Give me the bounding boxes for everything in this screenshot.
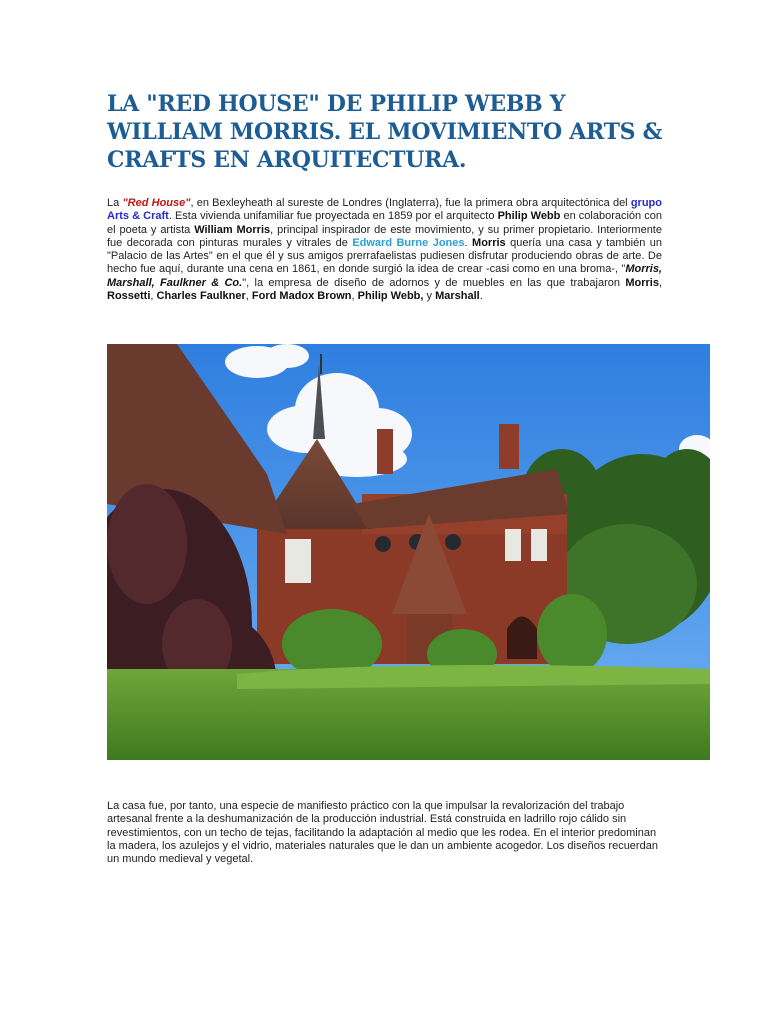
body-paragraph: La casa fue, por tanto, una especie de manifiesto práctico con la que impulsar la revalorización del trabajo artesanal frente a la deshumanización de la producción industrial. Está construida en ladrillo rojo cálido sin revestimientos, con un techo de tejas, facilitando la adaptación al medio que les rodea. En el interior predominan la madera, los azulejos y el vidrio, materiales naturales que le dan un ambiente acogedor. Los diseños recuerdan un mundo medieval y vegetal.	[107, 800, 658, 866]
arts-craft-link[interactable]: grupo Arts & Craft	[107, 197, 662, 223]
red-house-link[interactable]: "Red House"	[122, 197, 191, 209]
name-ford-madox-brown: Ford Madox Brown	[251, 290, 352, 303]
text-run: .	[464, 236, 473, 249]
name-philip-webb-2: Philip Webb,	[357, 290, 424, 303]
text-run: ,	[351, 290, 358, 303]
text-run: ,	[245, 290, 252, 303]
text-run: .	[479, 290, 483, 303]
text-run: en colaboración con el poeta y artista	[107, 210, 662, 236]
article-title: LA "RED HOUSE" DE PHILIP WEBB Y WILLIAM MORRIS. EL MOVIMIENTO ARTS & CRAFTS EN ARQUITECTURA.	[107, 91, 663, 173]
text-run: , en Bexleyheath al sureste de Londres (Inglaterra), fue la primera obra arquitectónica del	[190, 197, 631, 209]
name-morris: Morris	[472, 236, 506, 249]
name-philip-webb: Philip Webb	[497, 210, 561, 223]
text-run: quería una casa y también un "Palacio de las Artes" en el que él y sus amigos prerrafaelistas pudiesen disfrutar produciendo obras de arte. De hecho fue aquí, durante una cena en 1861, en donde surgió la idea de crear -casi como en una broma-, "	[107, 236, 662, 276]
text-run: ", la empresa de diseño de adornos y de muebles en las que trabajaron	[242, 276, 626, 289]
intro-paragraph	[107, 197, 662, 303]
text-run: . Esta vivienda unifamiliar fue proyectada en 1859 por el arquitecto	[168, 210, 498, 223]
text-run: , principal inspirador de este movimiento, y su primer propietario. Interiormente fue decorada con pinturas murales y vitrales de	[107, 223, 662, 249]
red-house-photo	[107, 344, 710, 760]
name-marshall: Marshall	[435, 290, 480, 303]
text-run: y	[423, 290, 436, 303]
name-rossetti: Rossetti	[107, 290, 151, 303]
burne-jones-link[interactable]: Edward Burne Jones	[352, 236, 465, 249]
text-run: ,	[658, 276, 662, 289]
name-william-morris: William Morris	[194, 223, 271, 236]
text-run: ,	[150, 290, 157, 303]
name-charles-faulkner: Charles Faulkner	[156, 290, 246, 303]
company-name: Morris, Marshall, Faulkner & Co.	[107, 263, 662, 289]
text-run: La	[107, 197, 123, 209]
name-morris-2: Morris	[625, 276, 659, 289]
